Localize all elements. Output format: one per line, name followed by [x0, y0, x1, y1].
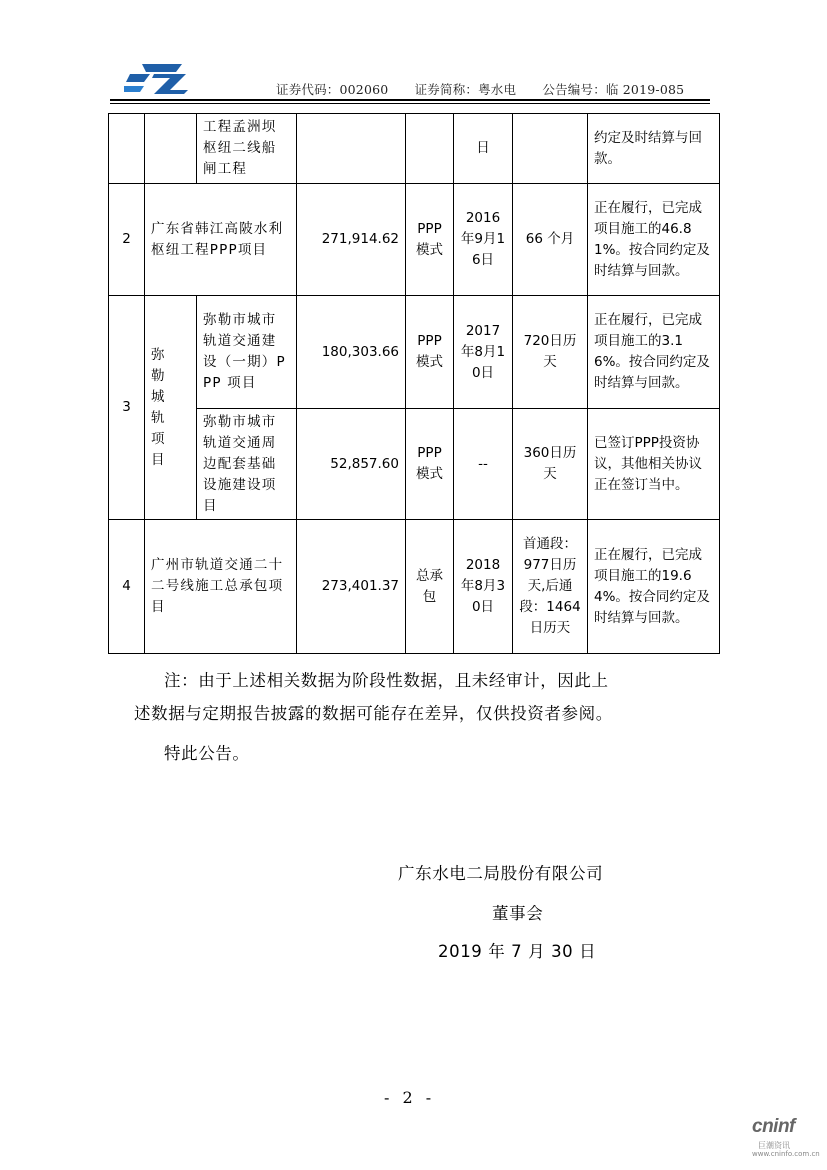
project-period: 720日历天: [513, 296, 588, 409]
project-mode: 总承包: [406, 520, 454, 654]
cninfo-watermark: [752, 1114, 824, 1160]
header-info: [276, 80, 684, 98]
project-amount: 180,303.66: [297, 296, 406, 409]
project-date: 2016年9月16日: [454, 184, 513, 296]
stock-short-name: 证券简称：粤水电: [414, 82, 517, 97]
note-line-2: 述数据与定期报告披露的数据可能存在差异，仅供投资者参阅。: [134, 704, 613, 723]
project-date: 2018年8月30日: [454, 520, 513, 654]
project-name: 弥勒市城市轨道交通周边配套基础设施建设项目: [197, 409, 297, 520]
stock-code: 证券代码：002060: [276, 82, 389, 97]
signature-board: 董事会: [492, 904, 544, 923]
note-paragraph: [134, 664, 714, 730]
project-mode: [406, 114, 454, 184]
note-line-1: 注：由于上述相关数据为阶段性数据，且未经审计，因此上: [164, 671, 609, 690]
project-date: --: [454, 409, 513, 520]
closing-text: 特此公告。: [164, 744, 250, 763]
project-status: 正在履行，已完成项目施工的46.81%。按合同约定及时结算与回款。: [588, 184, 720, 296]
header-rule: [110, 99, 710, 101]
signature-date: 2019 年 7 月 30 日: [438, 942, 597, 961]
page-number: - 2 -: [384, 1088, 436, 1107]
table-row: [109, 409, 720, 520]
signature-company: 广东水电二局股份有限公司: [398, 864, 604, 883]
watermark-brand: cninf: [752, 1116, 795, 1137]
table-row: [109, 520, 720, 654]
project-period: [513, 114, 588, 184]
project-period: 66 个月: [513, 184, 588, 296]
project-status: 约定及时结算与回款。: [588, 114, 720, 184]
project-amount: 273,401.37: [297, 520, 406, 654]
table-cell: [145, 114, 197, 184]
project-date: 2017年8月10日: [454, 296, 513, 409]
project-status: 已签订PPP投资协议，其他相关协议正在签订当中。: [588, 409, 720, 520]
project-period: 360日历天: [513, 409, 588, 520]
row-index: 3: [109, 296, 145, 520]
project-name: 广东省韩江高陂水利枢纽工程PPP项目: [145, 184, 297, 296]
project-status: 正在履行，已完成项目施工的19.64%。按合同约定及时结算与回款。: [588, 520, 720, 654]
project-mode: PPP模式: [406, 184, 454, 296]
company-logo: [124, 60, 190, 94]
project-period: 首通段：977日历天,后通段：1464日历天: [513, 520, 588, 654]
watermark-url: www.cninfo.com.cn: [752, 1150, 820, 1158]
projects-table: [108, 113, 720, 654]
notice-number: 公告编号：临 2019-085: [542, 82, 685, 97]
table-row: [109, 184, 720, 296]
project-amount: 52,857.60: [297, 409, 406, 520]
project-date: 日: [454, 114, 513, 184]
table-row: [109, 114, 720, 184]
project-amount: 271,914.62: [297, 184, 406, 296]
table-row: [109, 296, 720, 409]
row-index: 2: [109, 184, 145, 296]
header-rule-thin: [110, 103, 710, 104]
project-mode: PPP模式: [406, 409, 454, 520]
project-name: 广州市轨道交通二十二号线施工总承包项目: [145, 520, 297, 654]
project-name: 弥勒市城市轨道交通建设（一期）PPP 项目: [197, 296, 297, 409]
project-amount: [297, 114, 406, 184]
watermark-cn: 巨潮资讯: [758, 1141, 790, 1150]
project-group: 弥勒城轨项目: [145, 296, 197, 520]
project-status: 正在履行，已完成项目施工的3.16%。按合同约定及时结算与回款。: [588, 296, 720, 409]
project-mode: PPP模式: [406, 296, 454, 409]
row-index: 4: [109, 520, 145, 654]
table-cell: [109, 114, 145, 184]
project-name: 工程孟洲坝枢纽二线船闸工程: [197, 114, 297, 184]
